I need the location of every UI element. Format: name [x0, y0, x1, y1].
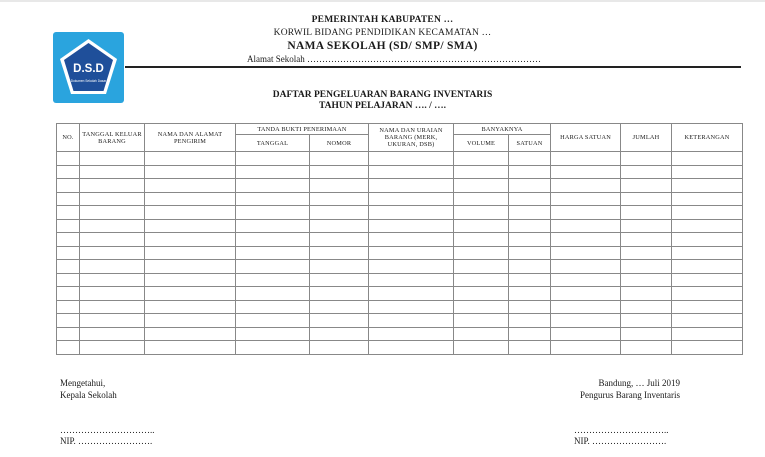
table-cell — [80, 273, 145, 287]
table-cell — [621, 192, 672, 206]
table-cell — [145, 327, 236, 341]
table-cell — [621, 327, 672, 341]
table-cell — [672, 260, 743, 274]
col-satuan: SATUAN — [509, 135, 551, 152]
table-row — [57, 314, 743, 328]
table-cell — [310, 341, 369, 355]
col-nama-uraian: NAMA DAN URAIAN BARANG (MERK, UKURAN, DSB) — [369, 124, 454, 152]
table-cell — [369, 246, 454, 260]
table-cell — [509, 341, 551, 355]
table-cell — [57, 327, 80, 341]
table-cell — [551, 233, 621, 247]
table-cell — [57, 260, 80, 274]
table-cell — [310, 273, 369, 287]
table-cell — [57, 165, 80, 179]
col-tanda-bukti: TANDA BUKTI PENERIMAAN — [236, 124, 369, 135]
table-row — [57, 327, 743, 341]
table-cell — [509, 192, 551, 206]
table-cell — [80, 314, 145, 328]
table-cell — [80, 152, 145, 166]
table-cell — [672, 152, 743, 166]
table-cell — [672, 206, 743, 220]
top-border — [0, 0, 765, 2]
table-cell — [454, 314, 509, 328]
table-cell — [621, 341, 672, 355]
table-cell — [509, 260, 551, 274]
table-cell — [509, 300, 551, 314]
table-cell — [80, 219, 145, 233]
table-cell — [310, 152, 369, 166]
table-cell — [454, 287, 509, 301]
table-cell — [145, 341, 236, 355]
table-cell — [236, 219, 310, 233]
table-cell — [80, 233, 145, 247]
table-row — [57, 219, 743, 233]
table-cell — [369, 179, 454, 193]
table-cell — [236, 246, 310, 260]
sig-left-title: Kepala Sekolah — [60, 390, 117, 400]
table-row — [57, 273, 743, 287]
table-cell — [672, 192, 743, 206]
table-cell — [236, 287, 310, 301]
col-harga-satuan: HARGA SATUAN — [551, 124, 621, 152]
table-cell — [369, 273, 454, 287]
school-address: Alamat Sekolah …………………………………………………………………… — [247, 54, 541, 64]
table-row — [57, 233, 743, 247]
col-nama-alamat: NAMA DAN ALAMAT PENGIRIM — [145, 124, 236, 152]
table-cell — [509, 314, 551, 328]
table-cell — [551, 341, 621, 355]
table-cell — [621, 165, 672, 179]
table-cell — [145, 314, 236, 328]
table-cell — [145, 179, 236, 193]
table-cell — [621, 206, 672, 220]
header-korwil: KORWIL BIDANG PENDIDIKAN KECAMATAN … — [273, 28, 492, 38]
table-cell — [236, 327, 310, 341]
table-cell — [672, 327, 743, 341]
table-cell — [80, 287, 145, 301]
col-no: NO. — [57, 124, 80, 152]
table-cell — [454, 165, 509, 179]
table-cell — [369, 327, 454, 341]
sig-right-nip: NIP. ……………………. — [574, 436, 667, 446]
table-cell — [310, 233, 369, 247]
table-cell — [236, 206, 310, 220]
inventory-table-body — [57, 152, 743, 355]
table-cell — [236, 300, 310, 314]
table-cell — [551, 165, 621, 179]
table-cell — [621, 179, 672, 193]
table-cell — [80, 327, 145, 341]
table-cell — [621, 246, 672, 260]
table-cell — [145, 152, 236, 166]
table-cell — [551, 260, 621, 274]
sig-right-name-blank: ………………………….. — [574, 425, 669, 435]
table-cell — [310, 287, 369, 301]
table-cell — [369, 233, 454, 247]
table-cell — [236, 179, 310, 193]
table-cell — [145, 273, 236, 287]
header-school-name: NAMA SEKOLAH (SD/ SMP/ SMA) — [287, 40, 478, 52]
table-cell — [57, 273, 80, 287]
table-row — [57, 341, 743, 355]
table-cell — [621, 287, 672, 301]
table-cell — [551, 273, 621, 287]
table-cell — [454, 192, 509, 206]
document-title: DAFTAR PENGELUARAN BARANG INVENTARIS — [272, 90, 493, 100]
col-volume: VOLUME — [454, 135, 509, 152]
table-cell — [672, 273, 743, 287]
table-cell — [369, 219, 454, 233]
table-cell — [551, 179, 621, 193]
table-cell — [621, 314, 672, 328]
sig-right-title: Pengurus Barang Inventaris — [580, 390, 680, 400]
sig-left-nip: NIP. ……………………. — [60, 436, 153, 446]
table-row — [57, 246, 743, 260]
table-cell — [57, 287, 80, 301]
table-cell — [236, 192, 310, 206]
table-cell — [454, 179, 509, 193]
table-cell — [369, 260, 454, 274]
col-jumlah: JUMLAH — [621, 124, 672, 152]
table-cell — [236, 260, 310, 274]
table-cell — [672, 246, 743, 260]
table-row — [57, 192, 743, 206]
table-cell — [672, 179, 743, 193]
table-cell — [509, 152, 551, 166]
table-cell — [672, 165, 743, 179]
table-cell — [310, 165, 369, 179]
table-cell — [145, 300, 236, 314]
table-cell — [551, 192, 621, 206]
table-cell — [454, 206, 509, 220]
sig-left-acknowledged: Mengetahui, — [60, 378, 106, 388]
table-cell — [57, 314, 80, 328]
table-cell — [80, 260, 145, 274]
table-cell — [672, 233, 743, 247]
table-cell — [57, 152, 80, 166]
table-cell — [621, 273, 672, 287]
table-cell — [551, 206, 621, 220]
table-cell — [454, 260, 509, 274]
table-cell — [509, 165, 551, 179]
table-cell — [145, 233, 236, 247]
table-cell — [454, 300, 509, 314]
table-cell — [509, 233, 551, 247]
table-cell — [621, 152, 672, 166]
table-row — [57, 152, 743, 166]
table-row — [57, 287, 743, 301]
table-cell — [236, 233, 310, 247]
table-cell — [509, 327, 551, 341]
table-cell — [310, 179, 369, 193]
table-cell — [310, 314, 369, 328]
table-cell — [509, 287, 551, 301]
table-row — [57, 260, 743, 274]
table-cell — [509, 246, 551, 260]
table-cell — [80, 300, 145, 314]
table-cell — [369, 341, 454, 355]
table-cell — [454, 327, 509, 341]
table-cell — [236, 165, 310, 179]
table-cell — [236, 152, 310, 166]
table-cell — [454, 219, 509, 233]
table-cell — [621, 233, 672, 247]
table-cell — [80, 192, 145, 206]
table-cell — [454, 233, 509, 247]
table-cell — [509, 179, 551, 193]
table-cell — [551, 246, 621, 260]
table-row — [57, 206, 743, 220]
table-cell — [236, 341, 310, 355]
table-cell — [369, 152, 454, 166]
sig-right-place-date: Bandung, … Juli 2019 — [598, 378, 680, 388]
table-cell — [672, 314, 743, 328]
table-cell — [310, 206, 369, 220]
table-cell — [57, 246, 80, 260]
table-cell — [369, 300, 454, 314]
table-cell — [551, 314, 621, 328]
col-tanggal-keluar: TANGGAL KELUAR BARANG — [80, 124, 145, 152]
table-cell — [57, 192, 80, 206]
table-cell — [145, 165, 236, 179]
table-cell — [57, 219, 80, 233]
table-cell — [672, 341, 743, 355]
table-cell — [145, 219, 236, 233]
table-cell — [57, 179, 80, 193]
table-cell — [551, 152, 621, 166]
table-cell — [145, 206, 236, 220]
table-cell — [236, 273, 310, 287]
table-cell — [621, 300, 672, 314]
table-cell — [551, 287, 621, 301]
table-cell — [551, 327, 621, 341]
col-banyaknya: BANYAKNYA — [454, 124, 551, 135]
table-cell — [621, 219, 672, 233]
table-cell — [145, 287, 236, 301]
table-cell — [672, 219, 743, 233]
table-cell — [454, 246, 509, 260]
table-cell — [310, 246, 369, 260]
sig-left-name-blank: ………………………….. — [60, 425, 155, 435]
table-cell — [369, 165, 454, 179]
col-tanggal: TANGGAL — [236, 135, 310, 152]
table-cell — [80, 206, 145, 220]
table-cell — [236, 314, 310, 328]
col-nomor: NOMOR — [310, 135, 369, 152]
logo-subtext: Dokumen Sekolah Dasar — [70, 79, 107, 83]
table-cell — [80, 341, 145, 355]
table-cell — [454, 152, 509, 166]
table-cell — [509, 219, 551, 233]
table-cell — [369, 314, 454, 328]
table-cell — [672, 287, 743, 301]
table-cell — [310, 192, 369, 206]
header-government: PEMERINTAH KABUPATEN … — [311, 15, 454, 25]
table-cell — [369, 192, 454, 206]
table-cell — [80, 165, 145, 179]
table-cell — [310, 260, 369, 274]
school-year: TAHUN PELAJARAN …. / …. — [318, 101, 447, 111]
col-keterangan: KETERANGAN — [672, 124, 743, 152]
table-cell — [369, 206, 454, 220]
table-cell — [310, 327, 369, 341]
table-cell — [551, 219, 621, 233]
table-cell — [454, 341, 509, 355]
table-cell — [672, 300, 743, 314]
table-cell — [509, 273, 551, 287]
table-cell — [509, 206, 551, 220]
table-row — [57, 179, 743, 193]
table-cell — [369, 287, 454, 301]
table-cell — [551, 300, 621, 314]
table-cell — [145, 260, 236, 274]
table-cell — [621, 260, 672, 274]
table-cell — [310, 300, 369, 314]
table-cell — [145, 192, 236, 206]
table-cell — [57, 341, 80, 355]
table-cell — [57, 206, 80, 220]
table-cell — [57, 300, 80, 314]
table-cell — [80, 246, 145, 260]
table-cell — [454, 273, 509, 287]
table-cell — [57, 233, 80, 247]
table-cell — [80, 179, 145, 193]
table-cell — [310, 219, 369, 233]
logo-text: D.S.D — [73, 63, 104, 75]
table-row — [57, 300, 743, 314]
table-cell — [145, 246, 236, 260]
header-divider — [125, 66, 741, 68]
table-row — [57, 165, 743, 179]
inventory-table — [56, 123, 743, 355]
